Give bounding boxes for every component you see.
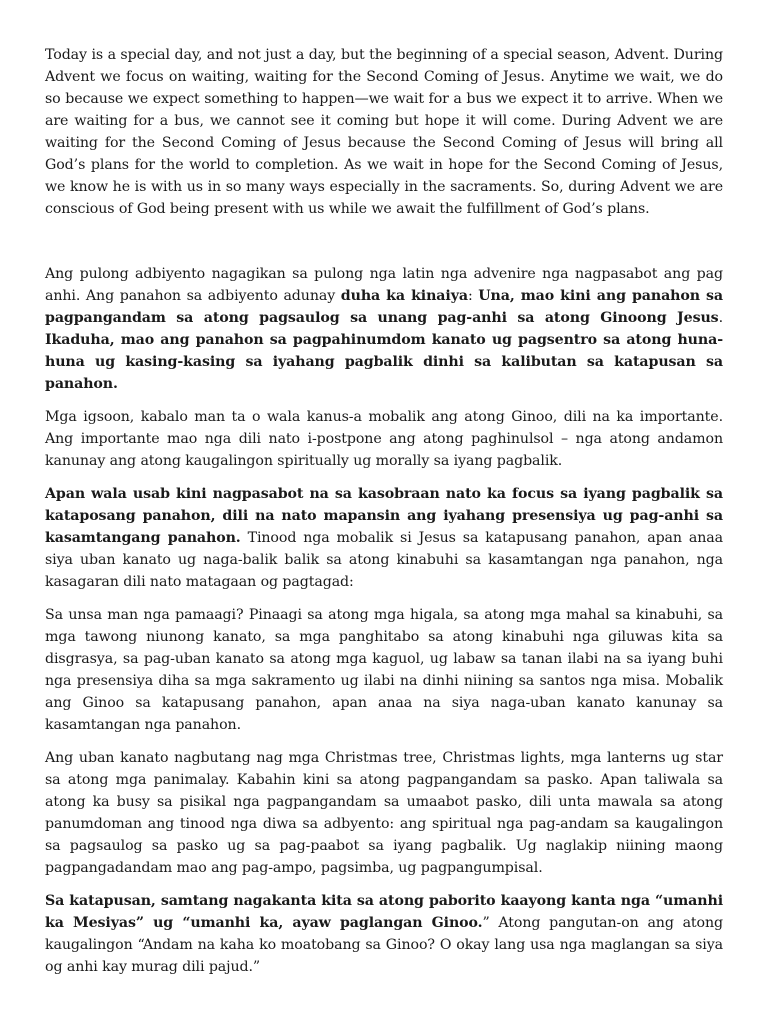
paragraph-christmas [45, 747, 723, 879]
paragraph-spacer [45, 472, 723, 483]
paragraph-text: Ang uban kanato nagbutang nag mga Christmas tree, Christmas lights, mga lanterns ug star sa atong mga panimalay. Kabahin kini sa atong pagpangandam sa pasko. Apan taliwala sa atong ka busy sa pisikal nga pagpangandam sa umaabot pasko, dili unta mawala sa atong panumdoman ang tinood nga diwa sa adbyento: ang spiritual nga pag-andam sa kaugalingon sa pagsaulog sa pasko ug sa pag-paabot sa iyang pagbalik. Ug naglakip niining maong pagpangadandam mao ang pag-ampo, pagsimba, ug pagpangumpisal. [45, 750, 723, 876]
paragraph-text: Tinood nga mobalik si Jesus sa katapusang panahon, apan anaa siya uban kanato ug naga-balik balik sa atong kinabuhi sa kasamtangan nga panahon, nga kasagaran dili nato matagaan og pagtagad: [45, 530, 723, 590]
paragraph-katapusan [45, 890, 723, 978]
paragraph-apan-wala [45, 483, 723, 593]
document-page [45, 44, 723, 978]
paragraph-text: Sa unsa man nga pamaagi? Pinaagi sa atong mga higala, sa atong mga mahal sa kinabuhi, sa mga tawong niunong kanato, sa mga panghitabo sa atong kinabuhi nga giluwas kita sa disgrasya, sa pag-uban kanato sa atong mga kaguol, ug labaw sa tanan ilabi na sa iyang buhi nga presensiya diha sa mga sakramento ug ilabi na dinhi niining sa santos nga misa. Mobalik ang Ginoo sa katapusang panahon, apan anaa na siya naga-uban kanato kanunay sa kasamtangan nga panahon. [45, 607, 723, 733]
paragraph-spacer [45, 736, 723, 747]
paragraph-igsoon [45, 406, 723, 472]
bold-text: duha ka kinaiya [340, 288, 468, 304]
bold-text: Apan wala usab kini nagpasabot na sa kasobraan nato ka focus sa iyang pagbalik sa kataposang panahon, dili na nato mapansin ang iyahang presensiya ug pag-anhi sa kasamtangang panahon. [45, 486, 723, 546]
paragraph-advent-intro [45, 44, 723, 220]
paragraph-spacer [45, 879, 723, 890]
paragraph-pamaagi [45, 604, 723, 736]
paragraph-text: : [467, 288, 479, 304]
bold-text: Una, mao kini ang panahon sa pagpangandam sa atong pagsaulog sa unang pag-anhi sa atong Ginoong Jesus [45, 288, 724, 326]
section-spacer [45, 220, 723, 263]
paragraph-text: Mga igsoon, kabalo man ta o wala kanus-a mobalik ang atong Ginoo, dili na ka importante. Ang importante mao nga dili nato i-postpone ang atong paghinulsol – nga atong andamon kanunay ang atong kaugalingon spiritually ug morally sa iyang pagbalik. [45, 409, 723, 469]
paragraph-spacer [45, 395, 723, 406]
bold-text: Sa katapusan, samtang nagakanta kita sa atong paborito kaayong kanta nga “umanhi ka Mesiyas” ug “umanhi ka, ayaw paglangan Ginoo. [45, 893, 723, 931]
paragraph-text: Today is a special day, and not just a day, but the beginning of a special season, Advent. During Advent we focus on waiting, waiting for the Second Coming of Jesus. Anytime we wait, we do so because we expect something to happen—we wait for a bus we expect it to arrive. When we are waiting for a bus, we cannot see it coming but hope it will come. During Advent we are waiting for the Second Coming of Jesus because the Second Coming of Jesus will bring all God’s plans for the world to completion. As we wait in hope for the Second Coming of Jesus, we know he is with us in so many ways especially in the sacraments. So, during Advent we are conscious of God being present with us while we await the fulfillment of God’s plans. [45, 47, 723, 217]
bold-text: Ikaduha, mao ang panahon sa pagpahinumdom kanato ug pagsentro sa atong huna-huna ug kasing-kasing sa iyahang pagbalik dinhi sa kalibutan sa katapusan sa panahon. [45, 332, 723, 392]
paragraph-adbiyento-meaning [45, 263, 723, 395]
paragraph-text: Ang pulong adbiyento nagagikan sa pulong nga latin nga advenire nga nagpasabot ang pag anhi. Ang panahon sa adbiyento adunay [45, 266, 723, 304]
paragraph-text: . [718, 310, 723, 326]
paragraph-spacer [45, 593, 723, 604]
paragraph-text: ” Atong pangutan-on ang atong kaugalingon “Andam na kaha ko moatobang sa Ginoo? O okay lang usa nga maglangan sa siya og anhi kay murag dili pajud.” [45, 915, 723, 975]
